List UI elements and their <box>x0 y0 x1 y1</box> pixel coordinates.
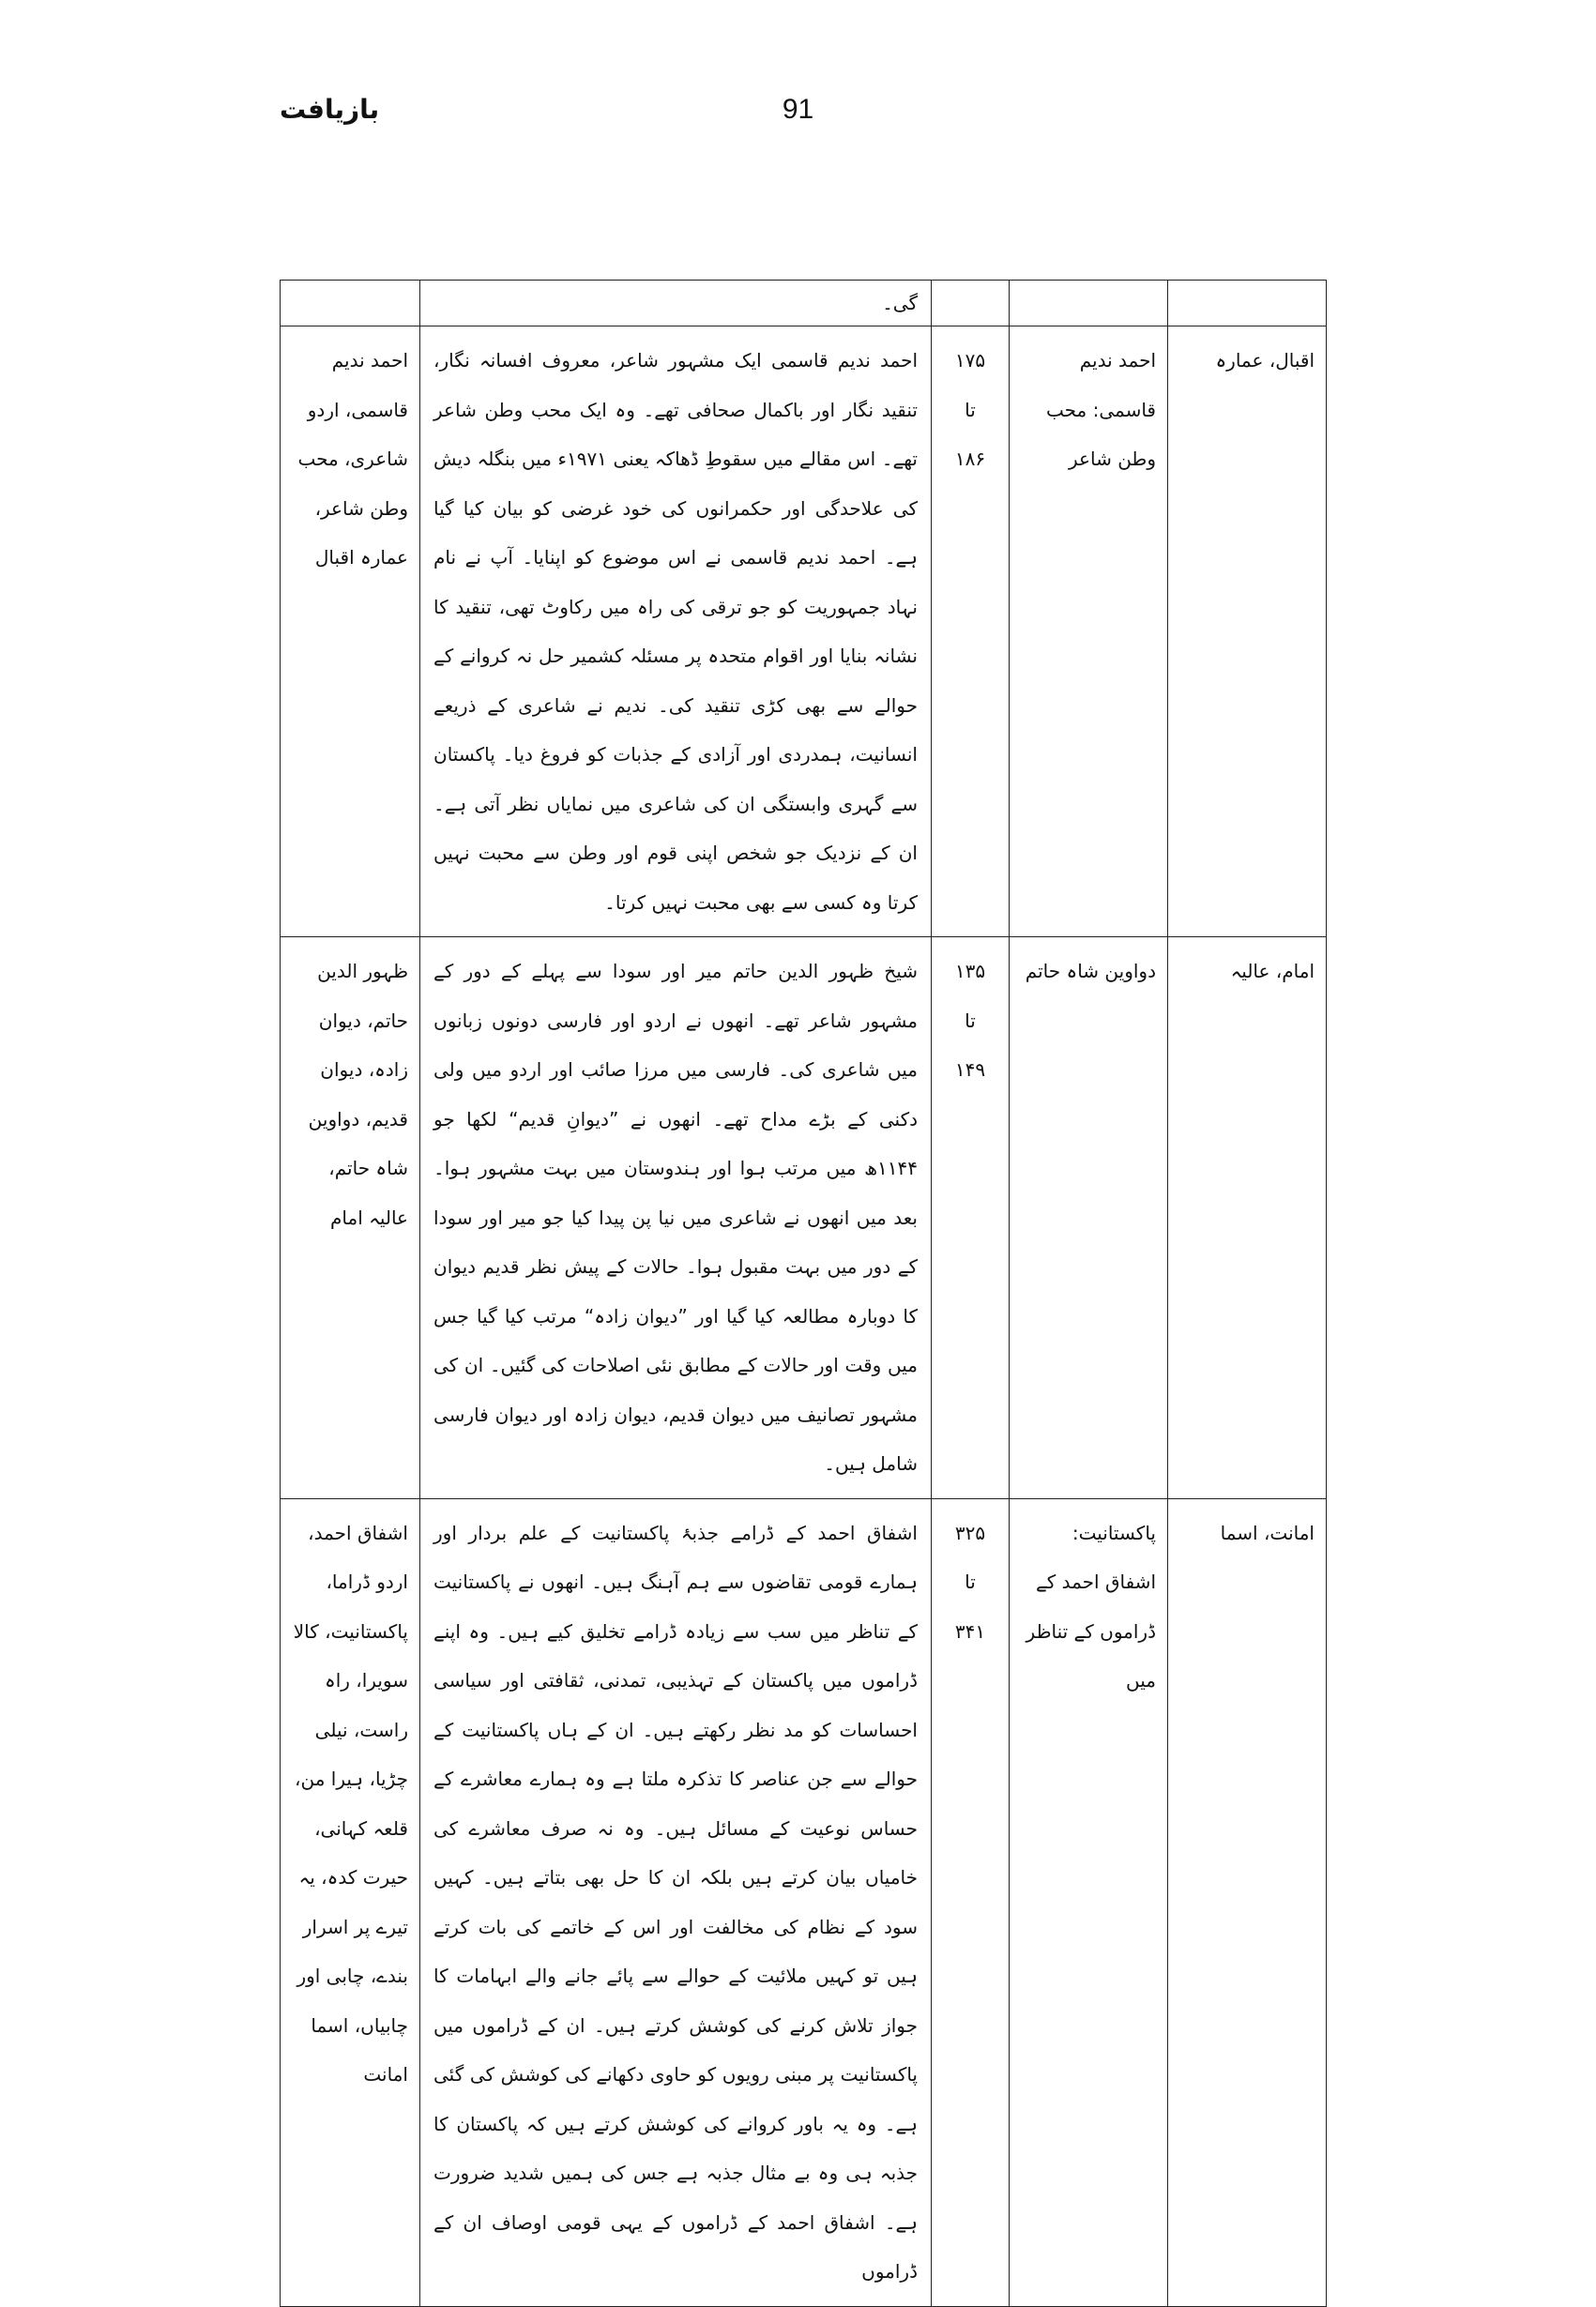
page-number: 91 <box>782 94 814 125</box>
author-cell <box>1168 326 1327 937</box>
title-cell <box>1010 1498 1168 2306</box>
pages-cell <box>932 326 1010 937</box>
pages-cell <box>932 1498 1010 2306</box>
journal-title: بازیافت <box>280 94 380 125</box>
page-start: ۳۲۵ <box>954 1521 986 1544</box>
author-name: امانت، اسما <box>1220 1521 1315 1544</box>
keywords-cell <box>281 937 420 1499</box>
keywords-text: احمد ندیم قاسمی، اردو شاعری، محب وطن شاعر، عمارہ اقبال <box>297 349 408 569</box>
abstract-text: اشفاق احمد کے ڈرامے جذبۂ پاکستانیت کے علم بردار اور ہمارے قومی تقاضوں سے ہم آہنگ ہیں۔ انھوں نے پاکستانیت کے تناظر میں سب سے زیادہ ڈرامے تخلیق کیے ہیں۔ وہ اپنے ڈراموں میں پاکستان کے تہذیبی، تمدنی، ثقافتی اور سیاسی احساسات کو مد نظر رکھتے ہیں۔ ان کے ہاں پاکستانیت کے حوالے سے جن عناصر کا تذکرہ ملتا ہے وہ ہمارے معاشرے کے حساس نوعیت کے مسائل ہیں۔ وہ نہ صرف معاشرے کی خامیاں بیان کرتے ہیں بلکہ ان کا حل بھی بتاتے ہیں۔ کہیں سود کے نظام کی مخالفت اور اس کے خاتمے کی بات کرتے ہیں تو کہیں ملائیت کے حوالے سے پائے جانے والے ابہامات کا جواز تلاش کرنے کی کوشش کرتے ہیں۔ ان کے ڈراموں میں پاکستانیت پر مبنی رویوں کو حاوی دکھانے کی کوشش کی گئی ہے۔ وہ یہ باور کروانے کی کوشش کرتے ہیں کہ پاکستان کا جذبہ ہی وہ بے مثال جذبہ ہے جس کی ہمیں شدید ضرورت ہے۔ اشفاق احمد کے ڈراموں کے یہی قومی اوصاف ان کے ڈراموں <box>433 1521 918 2283</box>
title-cell <box>1010 326 1168 937</box>
author-cell <box>1168 281 1327 326</box>
page-separator: تا <box>965 398 976 421</box>
abstract-text: شیخ ظہور الدین حاتم میر اور سودا سے پہلے کے دور کے مشہور شاعر تھے۔ انھوں نے اردو اور فارسی دونوں زبانوں میں شاعری کی۔ فارسی میں مرزا صائب اور اردو میں ولی دکنی کے بڑے مداح تھے۔ انھوں نے ”دیوانِ قدیم“ لکھا جو ۱۱۴۴ھ میں مرتب ہوا اور ہندوستان میں بہت مشہور ہوا۔ بعد میں انھوں نے شاعری میں نیا پن پیدا کیا جو میر اور سودا کے دور میں بہت مقبول ہوا۔ حالات کے پیش نظر قدیم دیوان کا دوبارہ مطالعہ کیا گیا اور ”دیوان زادہ“ مرتب کیا گیا جس میں وقت اور حالات کے مطابق نئی اصلاحات کی گئیں۔ ان کی مشہور تصانیف میں دیوان قدیم، دیوان زادہ اور دیوان فارسی شامل ہیں۔ <box>433 960 918 1475</box>
abstract-cell <box>420 1498 932 2306</box>
page-separator: تا <box>965 1571 976 1593</box>
article-title: احمد ندیم قاسمی: محب وطن شاعر <box>1045 349 1156 470</box>
index-table <box>280 280 1327 2307</box>
article-title: پاکستانیت: اشفاق احمد کے ڈراموں کے تناظر میں <box>1026 1521 1156 1692</box>
abstract-text: احمد ندیم قاسمی ایک مشہور شاعر، معروف افسانہ نگار، تنقید نگار اور باکمال صحافی تھے۔ وہ ایک محب وطن شاعر تھے۔ اس مقالے میں سقوطِ ڈھاکہ یعنی ۱۹۷۱ء میں بنگلہ دیش کی علاحدگی اور حکمرانوں کی خود غرضی کو بیان کیا گیا ہے۔ احمد ندیم قاسمی نے اس موضوع کو اپنایا۔ آپ نے نام نہاد جمہوریت کو جو ترقی کی راہ میں رکاوٹ تھی، تنقید کا نشانہ بنایا اور اقوام متحدہ پر مسئلہ کشمیر حل نہ کروانے کے حوالے سے بھی کڑی تنقید کی۔ ندیم نے شاعری کے ذریعے انسانیت، ہمدردی اور آزادی کے جذبات کو فروغ دیا۔ پاکستان سے گہری وابستگی ان کی شاعری میں نمایاں نظر آتی ہے۔ ان کے نزدیک جو شخص اپنی قوم اور وطن سے محبت نہیں کرتا وہ کسی سے بھی محبت نہیں کرتا۔ <box>433 349 918 914</box>
continuation-row <box>281 281 1327 326</box>
title-cell <box>1010 937 1168 1499</box>
title-cell <box>1010 281 1168 326</box>
keywords-text: اشفاق احمد، اردو ڈراما، پاکستانیت، کالا سویرا، راہ راست، نیلی چڑیا، ہیرا من، قلعہ کہانی، حیرت کدہ، یہ تیرے پر اسرار بندے، چابی اور چابیاں، اسما امانت <box>293 1521 408 2086</box>
article-title: دواوین شاہ حاتم <box>1025 960 1156 982</box>
table-row <box>281 1498 1327 2306</box>
author-cell <box>1168 937 1327 1499</box>
abstract-cell <box>420 326 932 937</box>
page-separator: تا <box>965 1009 976 1032</box>
pages-cell <box>932 937 1010 1499</box>
abstract-cell <box>420 937 932 1499</box>
author-cell <box>1168 1498 1327 2306</box>
keywords-text: ظہور الدین حاتم، دیوان زادہ، دیوان قدیم، دواوین شاہ حاتم، عالیہ امام <box>308 960 408 1229</box>
table-row <box>281 326 1327 937</box>
page-start: ۱۳۵ <box>954 960 986 982</box>
table-row <box>281 937 1327 1499</box>
keywords-cell <box>281 1498 420 2306</box>
page-end: ۱۸۶ <box>954 448 986 470</box>
abstract-cell <box>420 281 932 326</box>
pages-cell <box>932 281 1010 326</box>
keywords-cell <box>281 326 420 937</box>
author-name: امام، عالیہ <box>1230 960 1315 982</box>
page-end: ۳۴۱ <box>954 1619 986 1643</box>
page-start: ۱۷۵ <box>954 349 986 372</box>
keywords-cell <box>281 281 420 326</box>
author-name: اقبال، عمارہ <box>1215 349 1315 372</box>
page-end: ۱۴۹ <box>954 1058 986 1081</box>
abstract-continuation: گی۔ <box>882 292 918 314</box>
